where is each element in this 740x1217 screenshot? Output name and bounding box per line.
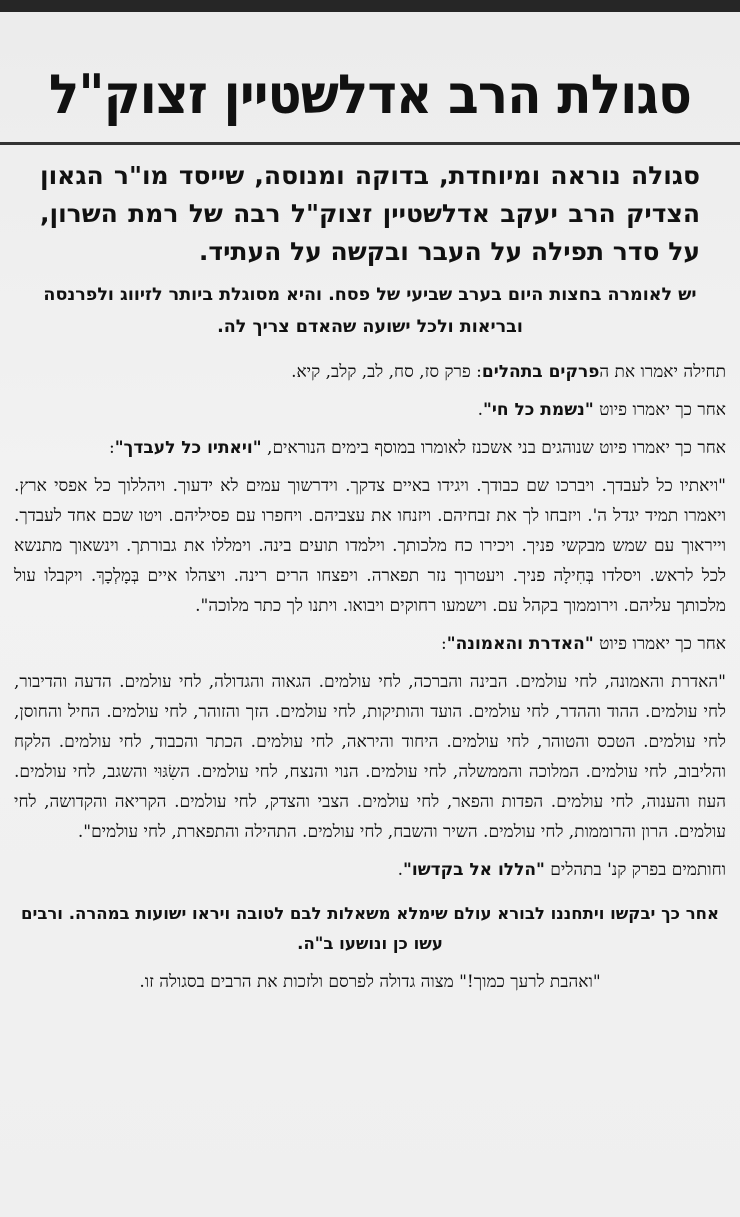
timing-note: יש לאומרה בחצות היום בערב שביעי של פסח. והיא מסוגלת ביותר לזיווג ולפרנסה ובריאות ולכל ישועה שהאדם צריך לה. bbox=[43, 285, 697, 337]
intro-paragraph: סגולה נוראה ומיוחדת, בדוקה ומנוסה, שייסד מו"ר הגאון הצדיק הרב יעקב אדלשטיין זצוק"ל רבה של רמת השרון, על סדר תפילה על העבר ובקשה על העתיד. bbox=[40, 161, 700, 266]
final-line: "ואהבת לרעך כמוך!" מצוה גדולה לפרסם ולזכות את הרבים בסגולה זו. bbox=[139, 972, 601, 992]
step-nishmat: אחר כך יאמרו פיוט "נשמת כל חי". bbox=[477, 400, 726, 420]
top-status-bar bbox=[0, 0, 740, 12]
step-psalm-150: וחותמים בפרק קנ' בתהלים "הללו אל בקדשו". bbox=[397, 860, 726, 880]
step-haaderet: אחר כך יאמרו פיוט "האדרת והאמונה": bbox=[441, 634, 726, 654]
closing-paragraph: אחר כך יבקשו ויתחננו לבורא עולם שימלא משאלות לבם לטובה ויראו ישועות במהרה. ורבים עשו כן ונושעו ב"ה. bbox=[20, 904, 720, 953]
step-psalms: תחילה יאמרו את הפרקים בתהלים: פרק סז, סח, לב, קלב, קיא. bbox=[291, 362, 726, 382]
document-page bbox=[0, 12, 740, 1217]
page-title: סגולת הרב אדלשטיין זצוק"ל bbox=[48, 63, 692, 126]
piyut-veyeetayu-text: "ויאתיו כל לעבדך. ויברכו שם כבודך. ויגידו באיים צדקך. וידרשוך עמים לא ידעוך. ויהללוך כל אפסי ארץ. ויאמרו תמיד יגדל ה'. ויזבחו לך את זבחיהם. ויזנחו את עצביהם. ויחפרו עם פסיליהם. ויטו שכם אחד לעבדך. וייראוך עם שמש מבקשי פניך. ויכירו כח מלכותך. וילמדו תועים בינה. וימללו את גבורתך. וינשאוך מתנשא לכל לראש. ויסלדו בְּחִילָה פניך. ויעטרוך נזר תפארה. ויפצחו הרים רינה. ויצהלו איים בְּמָלְכָךְ. ויקבלו עול מלכותך עליהם. וירוממוך בקהל עם. וישמעו רחוקים ויבואו. ויתנו לך כתר מלוכה". bbox=[14, 476, 726, 616]
step-veyeetayu: אחר כך יאמרו פיוט שנוהגים בני אשכנז לאומרו במוסף בימים הנוראים, "ויאתיו כל לעבדך": bbox=[108, 438, 726, 458]
piyut-haaderet-text: "האדרת והאמונה, לחי עולמים. הבינה והברכה, לחי עולמים. הגאוה והגדולה, לחי עולמים. הדעה והדיבור, לחי עולמים. ההוד וההדר, לחי עולמים. הועד והותיקות, לחי עולמים. הזך והזוהר, לחי עולמים. החיל והחוסן, לחי עולמים. הטכס והטוהר, לחי עולמים. היחוד והיראה, לחי עולמים. הכתר והכבוד, לחי עולמים. הלקח והליבוב, לחי עולמים. המלוכה והממשלה, לחי עולמים. הנוי והנצח, לחי עולמים. השִׂגּוּי והשגב, לחי עולמים. העוז והענוה, לחי עולמים. הפדות והפאר, לחי עולמים. הצבי והצדק, לחי עולמים. הקריאה והקדושה, לחי עולמים. הרון והרוממות, לחי עולמים. השיר והשבח, לחי עולמים. התהילה והתפארת, לחי עולמים". bbox=[14, 672, 726, 842]
